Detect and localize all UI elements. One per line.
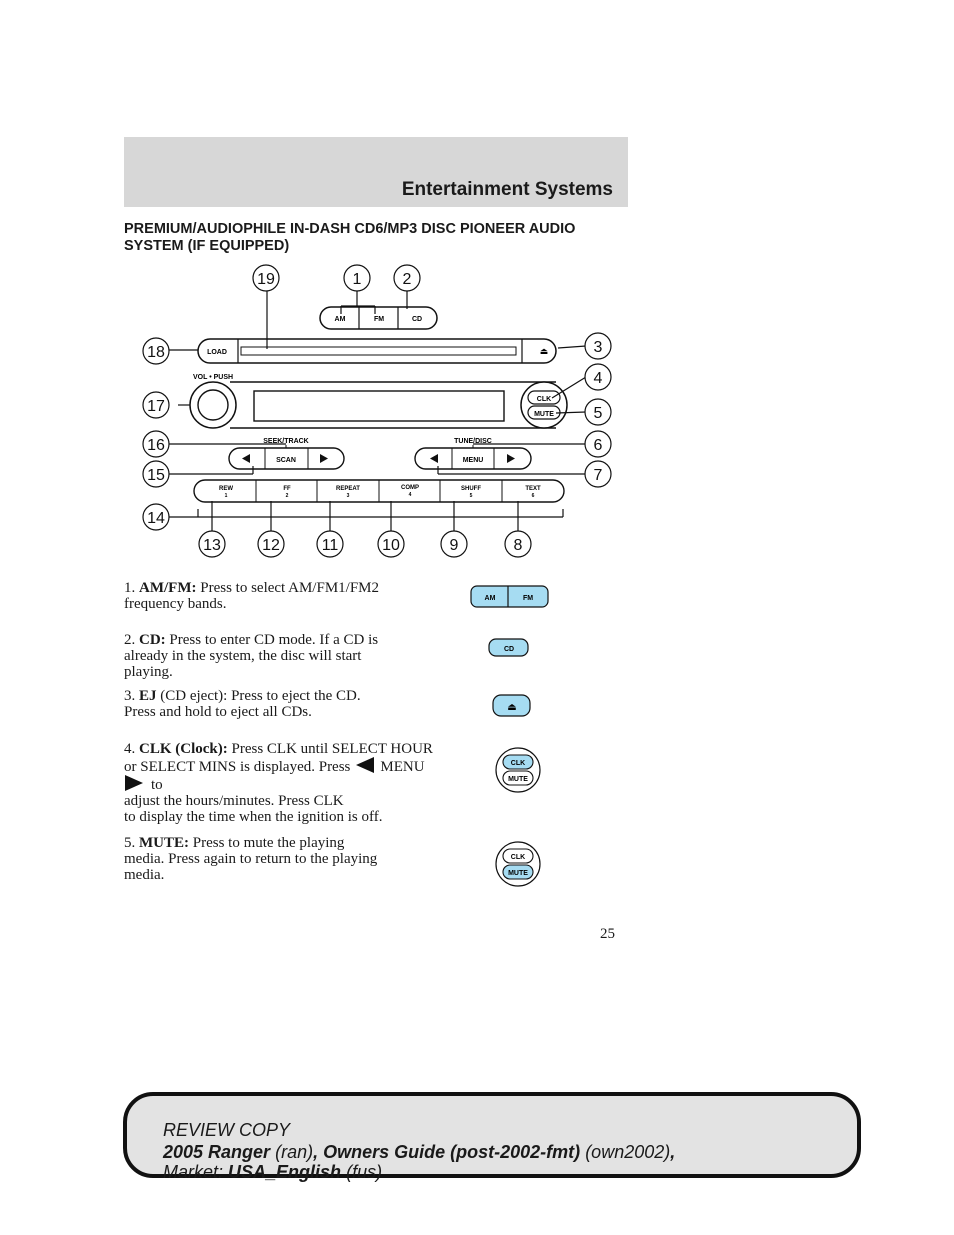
radio-display [254,391,504,421]
item-text: to [151,777,163,793]
item-cd [124,632,384,680]
item-number: 2. [124,632,136,648]
callout-5-label: 5 [593,405,603,422]
clk-button-icon [495,747,543,793]
preset-shuff-label: SHUFF [461,486,481,492]
item-number: 1. [124,580,136,596]
footer-separator: , [670,1142,676,1162]
review-copy-label: REVIEW COPY [163,1120,291,1140]
mute-icon-label: MUTE [508,776,528,783]
item-number: 4. [124,741,136,757]
preset-comp-num: 4 [408,492,412,498]
item-number: 3. [124,688,136,704]
callout-3-label: 3 [593,339,603,356]
eject-button-icon [492,694,532,718]
right-arrow-icon [125,775,143,791]
callout-9-label: 9 [449,537,459,554]
eject-icon: ⏏ [507,702,517,713]
am-icon-label: AM [484,595,496,602]
item-text: Press to enter CD mode. If a CD is already in the system, the disc will start playing. [124,632,379,680]
diagram-vol-push-label: VOL • PUSH [193,374,234,381]
callout-16-label: 16 [147,437,165,454]
diagram-mute-label: MUTE [534,411,554,418]
section-header-band [124,137,628,207]
callout-15-label: 15 [147,467,165,484]
item-number: 5. [124,835,136,851]
preset-repeat-num: 3 [346,493,350,499]
item-term: EJ [139,688,157,704]
item-text: Press to mute the playing media. Press again to return to the playing media. [124,835,378,883]
callout-4-label: 4 [593,370,603,387]
footer-guide-code: (own2002) [585,1142,671,1162]
review-copy-footer [123,1092,861,1182]
cd-icon-label: CD [503,646,515,653]
item-text: (CD eject): Press to eject the CD. Press and hold to eject all CDs. [124,688,361,720]
item-mute [124,835,384,883]
preset-ff-num: 2 [285,493,289,499]
preset-text-num: 6 [531,493,535,499]
diagram-tune-disc-label: TUNE/DISC [454,438,492,445]
item-term: CD: [139,632,166,648]
footer-separator: , [313,1142,319,1162]
callout-1-label: 1 [352,271,362,288]
diagram-menu-label: MENU [462,457,484,464]
item-text: to display the time when the ignition is off. [124,809,383,825]
radio-diagram [138,260,618,565]
callout-14-label: 14 [147,510,165,527]
am-fm-button-icon [470,585,550,609]
cd-button-icon [488,638,530,658]
preset-repeat-label: REPEAT [336,486,360,492]
preset-rew-num: 1 [224,493,228,499]
callout-2-label: 2 [402,271,412,288]
callout-11-label: 11 [321,537,339,554]
clk-icon-label: CLK [510,854,526,861]
diagram-scan-label: SCAN [276,457,296,464]
callout-10-label: 10 [382,537,400,554]
diagram-clk-label: CLK [536,396,552,403]
am-fm-cd-button-group [320,307,437,329]
preset-ff-label: FF [283,486,291,492]
preset-rew-label: REW [219,486,233,492]
footer-market-label: Market: [163,1162,224,1182]
item-text: Press CLK until SELECT HOUR or SELECT MINS is displayed. Press [124,741,433,775]
mute-button-icon [495,841,543,887]
mute-icon-label: MUTE [508,870,528,877]
item-term: MUTE: [139,835,189,851]
preset-shuff-num: 5 [469,493,473,499]
diagram-load-label: LOAD [207,349,227,356]
footer-market-code: (fus) [346,1162,383,1182]
callout-7-label: 7 [593,467,603,484]
footer-market: USA_English [228,1162,342,1182]
system-heading: PREMIUM/AUDIOPHILE IN-DASH CD6/MP3 DISC PIONEER AUDIO SYSTEM (IF EQUIPPED) [124,221,576,254]
callout-13-label: 13 [203,537,221,554]
preset-text-label: TEXT [525,486,541,492]
callout-6-label: 6 [593,437,603,454]
callout-8-label: 8 [513,537,523,554]
item-clock [124,741,434,825]
item-term: AM/FM: [139,580,197,596]
diagram-cd-label: CD [411,316,423,323]
callout-18-label: 18 [147,344,165,361]
diagram-eject-label: ⏏ [539,346,549,356]
preset-comp-label: COMP [401,485,419,491]
callout-17-label: 17 [147,398,165,415]
left-arrow-icon [356,757,374,773]
footer-market-line [163,1162,382,1183]
footer-guide: Owners Guide (post-2002-fmt) [323,1142,581,1162]
diagram-seek-track-label: SEEK/TRACK [263,438,309,445]
fm-icon-label: FM [522,595,534,602]
clk-icon-label: CLK [510,760,526,767]
diagram-am-label: AM [334,316,346,323]
item-text: adjust the hours/minutes. Press CLK [124,793,344,809]
page-number: 25 [600,926,615,942]
menu-text: MENU [380,759,425,775]
item-term: CLK (Clock): [139,741,228,757]
callout-12-label: 12 [262,537,280,554]
item-text: Press to select AM/FM1/FM2 frequency bands. [124,580,380,612]
callout-19-label: 19 [257,271,275,288]
item-eject [124,688,384,720]
item-am-fm [124,580,424,612]
footer-model-code: (ran) [275,1142,314,1162]
footer-guide-line [163,1142,675,1163]
footer-model: 2005 Ranger [163,1142,271,1162]
section-title: Entertainment Systems [401,179,613,200]
diagram-fm-label: FM [373,316,385,323]
